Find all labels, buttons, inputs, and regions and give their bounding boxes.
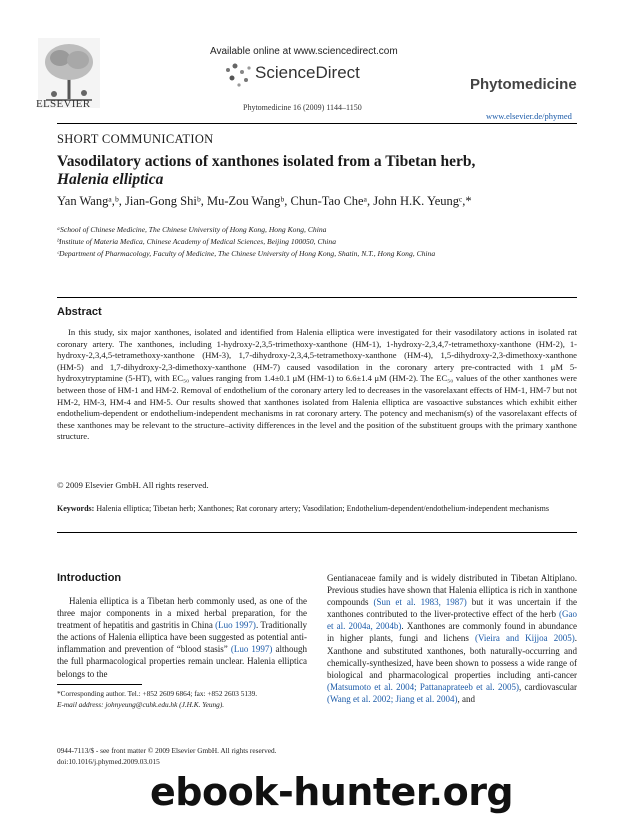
intro-right-text-3: . Xanthones are commonly found in abundance in higher plants, fungi and lichens — [327, 621, 577, 644]
doi-link[interactable]: doi:10.1016/j.phymed.2009.03.015 — [57, 756, 160, 766]
journal-citation: Phytomedicine 16 (2009) 1144–1150 — [243, 103, 362, 112]
header-rule — [57, 123, 577, 124]
affiliation-c: ᶜDepartment of Pharmacology, Faculty of Medicine, The Chinese University of Hong Kong, Shatin, N.T., Hong Kong, China — [57, 249, 436, 258]
keywords — [57, 503, 577, 514]
corresponding-author: *Corresponding author. Tel.: +852 2609 6864; fax: +852 2603 5139. — [57, 689, 258, 698]
publisher-name: ELSEVIER — [36, 98, 91, 110]
abstract-top-rule — [57, 297, 577, 298]
citation-link[interactable]: (Luo 1997) — [230, 644, 273, 655]
issn-line: 0944-7113/$ - see front matter © 2009 Elsevier GmbH. All rights reserved. — [57, 746, 277, 755]
article-title — [57, 153, 577, 189]
abstract-bottom-rule — [57, 532, 577, 533]
citation-link[interactable]: (Sun et al. 1983, 1987) — [373, 597, 467, 608]
watermark-text: ebook-hunter.org — [150, 770, 514, 814]
intro-right-text-5: , cardiovascular — [518, 681, 577, 692]
intro-left-text-3: although the full pharmacological properties remain unclear. Halenia elliptica belongs to the — [57, 644, 307, 679]
intro-right-text-4: . Xanthone and substituted xanthones, both naturally-occurring and chemically-synthesized, have been shown to possess a wide range of biological and pharmacological properties including anti-cancer — [327, 633, 577, 680]
sciencedirect-wordmark: ScienceDirect — [255, 63, 360, 82]
citation-link[interactable]: (Matsumoto et al. 2004; Pattanaprateeb et al. 2005) — [327, 681, 519, 692]
intro-left-text-1: Halenia elliptica is a Tibetan herb commonly used, as one of the three major components in a mixed herbal preparation, for the treatment of hepatitis and gastritis in China — [57, 596, 307, 631]
intro-right-text-2: but it was uncertain if the xanthones contributed to the liver-protective effect of the herb — [327, 597, 578, 620]
title-line-2: Halenia elliptica — [57, 171, 164, 188]
citation-link[interactable]: (Gao et al. 2004a, 2004b) — [327, 609, 577, 632]
citation-link[interactable]: (Luo 1997) — [215, 620, 256, 631]
journal-name: Phytomedicine — [470, 76, 577, 93]
footnote — [57, 689, 307, 710]
available-online[interactable]: Available online at www.sciencedirect.com — [210, 46, 398, 57]
affiliation-a: ᵃSchool of Chinese Medicine, The Chinese University of Hong Kong, Hong Kong, China — [57, 225, 327, 234]
abstract-body: In this study, six major xanthones, isolated and identified from Halenia elliptica were investigated for their vasodilatory actions in isolated rat coronary artery. The xanthones, including 1-hydroxy-2,3,5-trimethoxy-xanthone (HM-1), 1-hydroxy-2,3,4,7-tetramethoxy-xanthone (HM-2), 1-hydroxy-2,3,4,5-tetramethoxy-xanthone (HM-3), 1,7-dihydroxy-2,3,4,5-tetramethoxy-xanthone (HM-4), 1,5-dihydroxy-2,3-dimethoxy-xanthone (HM-5) and 1,7-dihydroxy-2,3-dimethoxy-xanthone (HM-7) caused vasodilation in the coronary artery pre-contracted with 1 μM 5-hydroxytryptamine (5-HT), with EC₅₀ values ranging from 1.4±0.1 μM (HM-1) to 6.6±1.4 μM (HM-2). The EC₅₀ values of the other xanthones were between those of HM-1 and HM-2. Removal of endothelium of the coronary artery led to decreases in the vasorelaxant effects of HM-1, HM-7 but not HM-2, HM-3, HM-4 and HM-5. Our results showed that xanthones isolated from Halenia elliptica are vasoactive substances which exhibit either endothelium-dependent or endothelium-independent mechanisms in rat coronary artery. The potency and mechanism(s) of the vasorelaxant effects of these xanthones may be relevant to the structure–activity differences in the level and the position of the substituent groups with the primary xanthone structure. — [57, 327, 577, 442]
affiliation-b: ᵇInstitute of Materia Medica, Chinese Academy of Medical Sciences, Beijing 100050, China — [57, 237, 337, 246]
front-matter — [57, 746, 327, 767]
abstract-heading: Abstract — [57, 306, 102, 318]
abstract-copyright: © 2009 Elsevier GmbH. All rights reserved. — [57, 480, 209, 490]
title-line-1: Vasodilatory actions of xanthones isolated from a Tibetan herb, — [57, 153, 476, 170]
author-list: Yan Wangᵃ,ᵇ, Jian-Gong Shiᵇ, Mu-Zou Wangᵇ, Chun-Tao Cheᵃ, John H.K. Yeungᶜ,* — [57, 194, 472, 208]
email-address[interactable]: E-mail address: johnyeung@cuhk.edu.hk (J.H.K. Yeung). — [57, 699, 225, 709]
section-type: SHORT COMMUNICATION — [57, 132, 214, 146]
footnote-rule — [57, 684, 142, 685]
intro-right-text-6: , and — [457, 693, 475, 704]
journal-url-link[interactable]: www.elsevier.de/phymed — [486, 111, 572, 121]
citation-link[interactable]: (Wang et al. 2002; Jiang et al. 2004) — [327, 693, 458, 704]
keywords-list: Halenia elliptica; Tibetan herb; Xanthones; Rat coronary artery; Vasodilation; Endothelium-dependent/endothelium-independent mechanisms — [96, 504, 549, 513]
citation-link[interactable]: (Vieira and Kijjoa 2005) — [474, 633, 575, 644]
introduction-heading: Introduction — [57, 572, 122, 584]
intro-right-text-1: Gentianaceae family and is widely distributed in Tibetan Altiplano. Previous studies have shown that Halenia elliptica is rich in xanthone compounds — [327, 573, 577, 608]
intro-right-column — [327, 572, 577, 705]
keywords-label: Keywords: — [57, 504, 95, 513]
intro-left-text-2: . Traditionally the actions of Halenia elliptica have been suggested as potential anti-inflammation and prevention of “blood stasis” — [57, 620, 308, 655]
intro-left-column — [57, 595, 307, 680]
